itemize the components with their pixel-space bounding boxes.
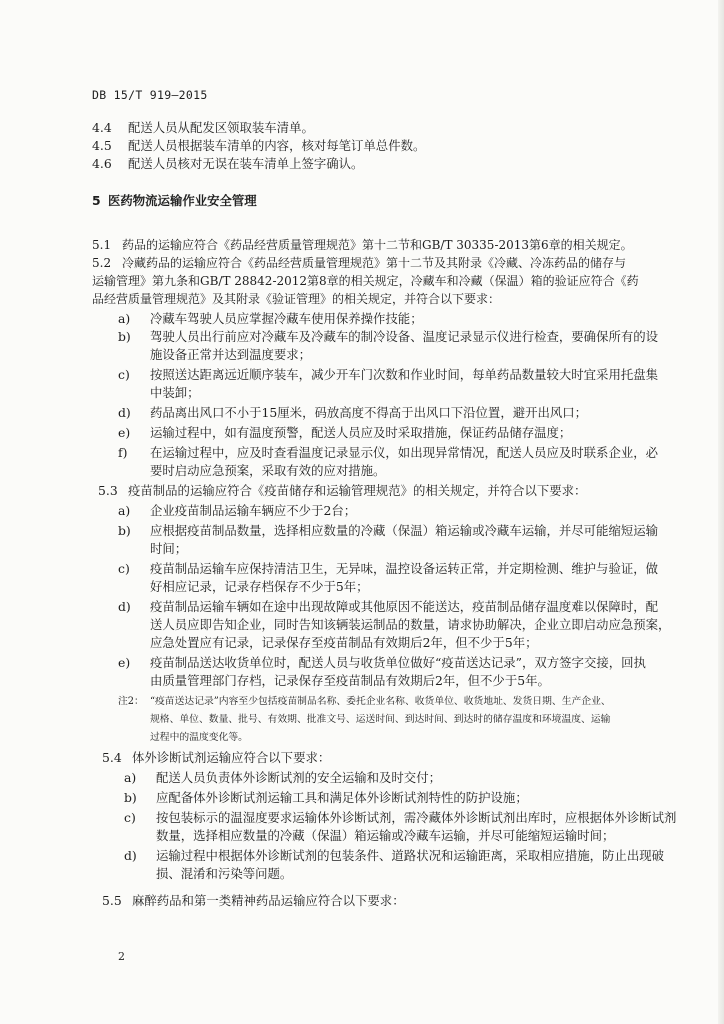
clause-5-3-d-cont-2: 应急处置应有记录，记录保存至疫苗制品有效期后2年，但不少于5年； <box>150 635 538 650</box>
clause-5-4: 5.4 体外诊断试剂运输应符合以下要求： <box>102 750 331 765</box>
clause-5-4-b: b) 应配备体外诊断试剂运输工具和满足体外诊断试剂特性的防护设施； <box>124 790 528 805</box>
section-5-heading: 5 医药物流运输作业安全管理 <box>92 193 257 208</box>
clause-5-3-d-cont-1: 送人员应即告知企业，同时告知该辆装运制品的数量，请求协助解决，企业立即启动应急预案， <box>150 617 671 632</box>
clause-5-3-b-cont: 时间； <box>150 541 188 556</box>
clause-5-2-d: d) 药品离出风口不小于15厘米，码放高度不得高于出风口下沿位置，避开出风口； <box>118 405 588 420</box>
clause-5-2-e: e) 运输过程中，如有温度预警，配送人员应及时采取措施，保证药品储存温度； <box>118 425 572 440</box>
clause-5-2-line-1: 5.2 冷藏药品的运输应符合《药品经营质量管理规范》第十二节及其附录《冷藏、冷冻药品的储存与 <box>92 256 627 270</box>
clause-5-2-b-cont: 施设备正常并达到温度要求； <box>150 347 312 362</box>
clause-5-4-d-cont: 损、混淆和污染等问题。 <box>156 866 293 881</box>
clause-5-3-c: c) 疫苗制品运输车应保持清洁卫生，无异味，温控设备运转正常，并定期检测、维护与验证，做 <box>118 561 659 576</box>
clause-5-3-d: d) 疫苗制品运输车辆如在途中出现故障或其他原因不能送达，疫苗制品储存温度难以保障时，配 <box>118 599 659 614</box>
clause-5-2-line-3: 品经营质量管理规范》及其附录《验证管理》的相关规定，并符合以下要求： <box>92 292 501 306</box>
clause-4-4: 4.4 配送人员从配发区领取装车清单。 <box>92 120 314 135</box>
clause-5-2-c: c) 按照送达距离远近顺序装车，减少开车门次数和作业时间，每单药品数量较大时宜采用托盘集 <box>118 367 659 382</box>
note-2-cont-1: 规格、单位、数量、批号、有效期、批准文号、运送时间、到达时间、到达时的储存温度和环境温度、运输 <box>150 714 611 725</box>
clause-5-2-f: f) 在运输过程中，应及时查看温度记录显示仪，如出现异常情况，配送人员应及时联系企业，必 <box>118 445 659 460</box>
clause-5-3-b: b) 应根据疫苗制品数量，选择相应数量的冷藏（保温）箱运输或冷藏车运输，并尽可能缩短运输 <box>118 523 659 538</box>
clause-4-6: 4.6 配送人员核对无误在装车清单上签字确认。 <box>92 156 364 171</box>
clause-5-3-e-cont: 由质量管理部门存档，记录保存至疫苗制品有效期后2年，但不少于5年。 <box>150 673 550 688</box>
page-number: 2 <box>118 950 125 963</box>
clause-5-1: 5.1 药品的运输应符合《药品经营质量管理规范》第十二节和GB/T 30335-2013第6章的相关规定。 <box>92 238 633 252</box>
clause-5-3: 5.3 疫苗制品的运输应符合《疫苗储存和运输管理规范》的相关规定，并符合以下要求： <box>98 483 587 498</box>
clause-5-3-c-cont: 好相应记录，记录存档保存不少于5年； <box>150 579 369 594</box>
clause-5-3-a: a) 企业疫苗制品运输车辆应不少于2台； <box>118 503 357 518</box>
clause-5-2-b: b) 驾驶人员出行前应对冷藏车及冷藏车的制冷设备、温度记录显示仪进行检查，要确保所有的设 <box>118 329 659 344</box>
clause-5-2-c-cont: 中装卸； <box>150 385 200 400</box>
note-2: 注2： “疫苗送达记录”内容至少包括疫苗制品名称、委托企业名称、收货单位、收货地址、发货日期、生产企业、 <box>118 696 611 707</box>
clause-5-4-d: d) 运输过程中根据体外诊断试剂的包装条件、道路状况和运输距离，采取相应措施，防止出现破 <box>124 848 665 863</box>
clause-5-2-line-2: 运输管理》第九条和GB/T 28842-2012第8章的相关规定，冷藏车和冷藏（保温）箱的验证应符合《药 <box>92 274 639 288</box>
note-2-cont-2: 过程中的温度变化等。 <box>150 732 248 743</box>
scan-edge-shadow <box>718 0 724 1024</box>
clause-5-5: 5.5 麻醉药品和第一类精神药品运输应符合以下要求： <box>102 893 405 908</box>
clause-4-5: 4.5 配送人员根据装车清单的内容，核对每笔订单总件数。 <box>92 138 426 153</box>
clause-5-4-a: a) 配送人员负责体外诊断试剂的安全运输和及时交付； <box>124 770 441 785</box>
clause-5-4-c: c) 按包装标示的温湿度要求运输体外诊断试剂，需冷藏体外诊断试剂出库时，应根据体外诊断试剂 <box>124 810 677 825</box>
clause-5-2-a: a) 冷藏车驾驶人员应掌握冷藏车使用保养操作技能； <box>118 311 423 326</box>
standard-code-header: DB 15/T 919—2015 <box>92 88 208 102</box>
clause-5-3-e: e) 疫苗制品送达收货单位时，配送人员与收货单位做好“疫苗送达记录”，双方签字交接，回执 <box>118 655 646 670</box>
clause-5-2-f-cont: 要时启动应急预案，采取有效的应对措施。 <box>150 463 386 478</box>
clause-5-4-c-cont: 数量，选择相应数量的冷藏（保温）箱运输或冷藏车运输，并尽可能缩短运输时间； <box>156 828 615 843</box>
